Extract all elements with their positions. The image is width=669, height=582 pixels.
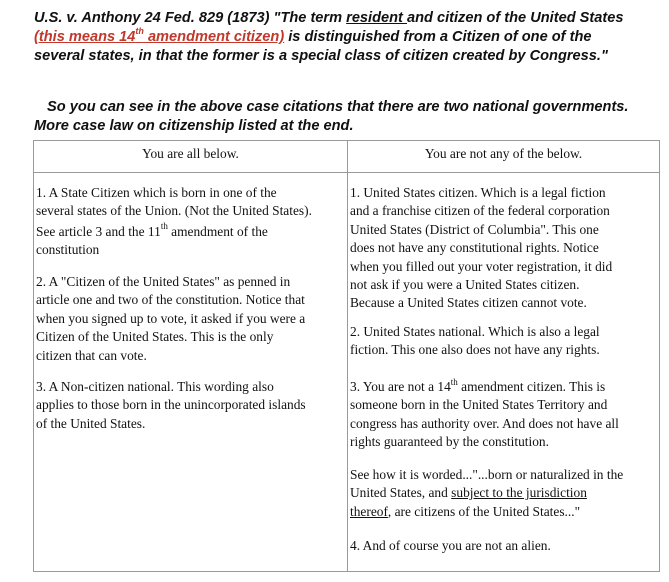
right-item-4: 4. And of course you are not an alien. (350, 538, 551, 553)
table-bottom-border (33, 571, 660, 572)
right-item-2: 2. United States national. Which is also a legal fiction. This one also does not have any rights. (350, 324, 600, 358)
right-item-1: 1. United States citizen. Which is a legal fiction and a franchise citizen of the federal corporation United States (District of Columbia". This one does not have any constitutional rights. Notice when you filled out your voter registration, it did not ask if you were a United States citizen. Because a United States citizen cannot vote. (350, 185, 613, 311)
intro-line-2: More case law on citizenship listed at the end. (34, 118, 354, 134)
resident-underlined: resident (346, 10, 407, 26)
right-column-header: You are not any of the below. (424, 146, 583, 161)
thereof-underlined: thereof (350, 503, 388, 519)
red-note: (this means 14th amendment citizen) (34, 26, 285, 45)
left-item-2: 2. A "Citizen of the United States" as penned in article one and two of the constitution. Notice that when you signed up to vote, it asked if you were a Citizen of the United States. This is the only citizen that can vote. (36, 274, 306, 363)
citation-line-2: (this means 14th amendment citizen) is distinguished from a Citizen of one of the (34, 26, 592, 45)
left-item-1: 1. A State Citizen which is born in one of the several states of the Union. (Not the United States). See article 3 and the 11th amendment of the constitution (36, 185, 312, 258)
intro-line-1: So you can see in the above case citations that there are two national governments. (47, 99, 629, 115)
citation-line-3: several states, in that the former is a special class of citizen created by Congress." (34, 48, 608, 64)
left-column-header: You are all below. (142, 146, 239, 161)
case-citation-paragraph (34, 9, 659, 66)
right-item-3: 3. You are not a 14th amendment citizen. This is someone born in the United States Territory and congress has authority over. And does not have all rights guaranteed by the constitution. (350, 376, 619, 450)
right-quote: See how it is worded..."...born or naturalized in the United States, and subject to the jurisdiction thereof, are citizens of the United States..." (350, 467, 624, 519)
citation-line-1: U.S. v. Anthony 24 Fed. 829 (1873) "The term resident and citizen of the United States (34, 10, 624, 26)
table-left-border (33, 140, 34, 572)
jurisdiction-underlined: subject to the jurisdiction (451, 485, 587, 501)
left-item-3: 3. A Non-citizen national. This wording also applies to those born in the unincorporated islands of the United States. (36, 379, 306, 431)
intro-paragraph (34, 98, 659, 136)
